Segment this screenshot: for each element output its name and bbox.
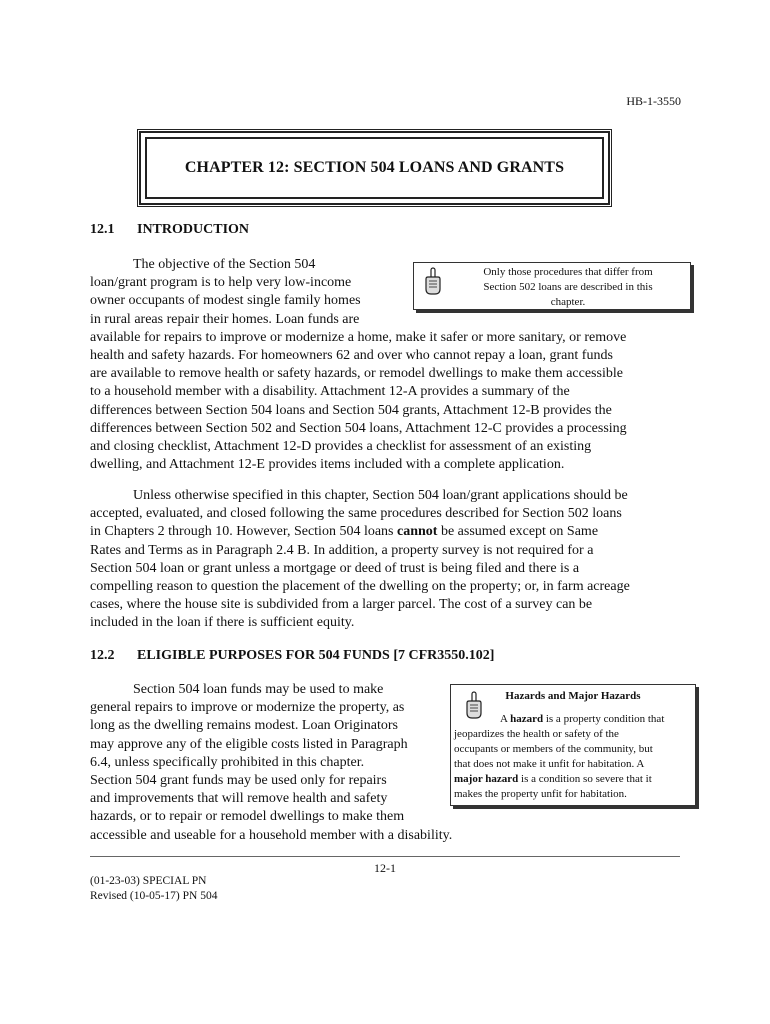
text-line: included in the loan if there is sufficient equity. (90, 615, 355, 631)
text-line: Only those procedures that differ from (483, 266, 653, 278)
footer-line: (01-23-03) SPECIAL PN (90, 875, 207, 887)
callout-text (450, 265, 686, 310)
callout-hazards (450, 684, 696, 806)
text-run: in Chapters 2 through 10. However, Section 504 loans (90, 524, 398, 540)
text-line: 6.4, unless specifically prohibited in this chapter. (90, 754, 365, 770)
callout-text (454, 712, 692, 802)
text-line: differences between Section 504 loans and Section 504 grants, Attachment 12-B provides the (90, 402, 612, 418)
callout-procedures-note (413, 262, 691, 310)
text-run: be assumed except on Same (437, 524, 599, 540)
section-number: 12.1 (90, 222, 115, 237)
chapter-title-frame (145, 137, 604, 199)
text-line: general repairs to improve or modernize the property, as (90, 700, 405, 716)
text-line: and improvements that will remove health and safety (90, 791, 388, 807)
chapter-title-box (137, 129, 612, 207)
callout-title: Hazards and Major Hazards (505, 690, 641, 702)
text-line: Section 504 loan funds may be used to make (133, 682, 384, 697)
text-line: chapter. (550, 296, 586, 308)
text-line: loan/grant program is to help very low-income (90, 275, 352, 291)
footer-divider (90, 856, 680, 857)
emphasis-cannot: cannot (397, 524, 438, 540)
section-12-1-heading (90, 222, 249, 238)
text-line: jeopardizes the health or safety of the (454, 728, 619, 740)
text-line: hazards, or to repair or remodel dwellings to make them (90, 809, 405, 825)
text-line: Unless otherwise specified in this chapter, Section 504 loan/grant applications should be (133, 488, 628, 503)
text-line (90, 523, 680, 541)
section-12-2-heading (90, 648, 494, 664)
text-line: Section 504 loan or grant unless a mortgage or deed of trust is being filed and there is a (90, 560, 580, 576)
section-title: ELIGIBLE PURPOSES FOR 504 FUNDS [7 CFR3550.102] (137, 648, 495, 663)
text-run: is a condition so severe that it (518, 773, 652, 785)
text-line: accessible and useable for a household member with a disability. (90, 827, 453, 843)
section-number: 12.2 (90, 648, 115, 663)
footer-line: Revised (10-05-17) PN 504 (90, 890, 218, 902)
text-line: cases, where the house site is subdivided from a larger parcel. The cost of a survey can be (90, 597, 593, 613)
text-line: Rates and Terms as in Paragraph 2.4 B. In addition, a property survey is not required for a (90, 542, 594, 558)
text-line: Section 502 loans are described in this (483, 281, 653, 293)
text-line: differences between Section 502 and Section 504 loans, Attachment 12-C provides a processing (90, 420, 627, 436)
text-line: to a household member with a disability. Attachment 12-A provides a summary of the (90, 384, 570, 400)
text-line: health and safety hazards. For homeowners 62 and over who cannot repay a loan, grant funds (90, 348, 613, 364)
term-major-hazard: major hazard (454, 773, 519, 785)
text-line: occupants or members of the community, but (454, 743, 653, 755)
text-line: in rural areas repair their homes. Loan funds are (90, 311, 360, 327)
section-title: INTRODUCTION (137, 222, 250, 237)
text-line: compelling reason to question the placement of the dwelling on the property; or, in farm acreage (90, 579, 630, 595)
text-line: Section 504 grant funds may be used only for repairs (90, 773, 387, 789)
text-line: accepted, evaluated, and closed following the same procedures described for Section 502 loans (90, 506, 622, 522)
chapter-title: CHAPTER 12: SECTION 504 LOANS AND GRANTS (184, 159, 565, 176)
text-run: is a property condition that (543, 713, 665, 725)
text-line: dwelling, and Attachment 12-E provides items included with a complete application. (90, 457, 565, 473)
text-line (454, 772, 692, 787)
footer-revision-info (90, 874, 217, 904)
intro-paragraph-2 (90, 487, 680, 633)
page-number: 12-1 (374, 861, 396, 875)
term-hazard: hazard (510, 713, 544, 725)
text-run: A (500, 713, 511, 725)
text-line: that does not make it unfit for habitation. A (454, 758, 645, 770)
text-line: may approve any of the eligible costs listed in Paragraph (90, 736, 408, 752)
text-line: The objective of the Section 504 (133, 257, 316, 272)
text-line (454, 712, 692, 727)
document-id: HB-1-3550 (626, 94, 681, 108)
pointing-hand-icon (422, 267, 444, 297)
text-line: available for repairs to improve or modernize a home, make it safer or more sanitary, or remove (90, 329, 627, 345)
text-line: makes the property unfit for habitation. (454, 788, 627, 800)
text-line: are available to remove health or safety hazards, or remodel dwellings to make them accessible (90, 366, 623, 382)
text-line: owner occupants of modest single family homes (90, 293, 361, 309)
text-line: long as the dwelling remains modest. Loan Originators (90, 718, 398, 734)
text-line: and closing checklist, Attachment 12-D provides a checklist for assessment of an existing (90, 439, 592, 455)
